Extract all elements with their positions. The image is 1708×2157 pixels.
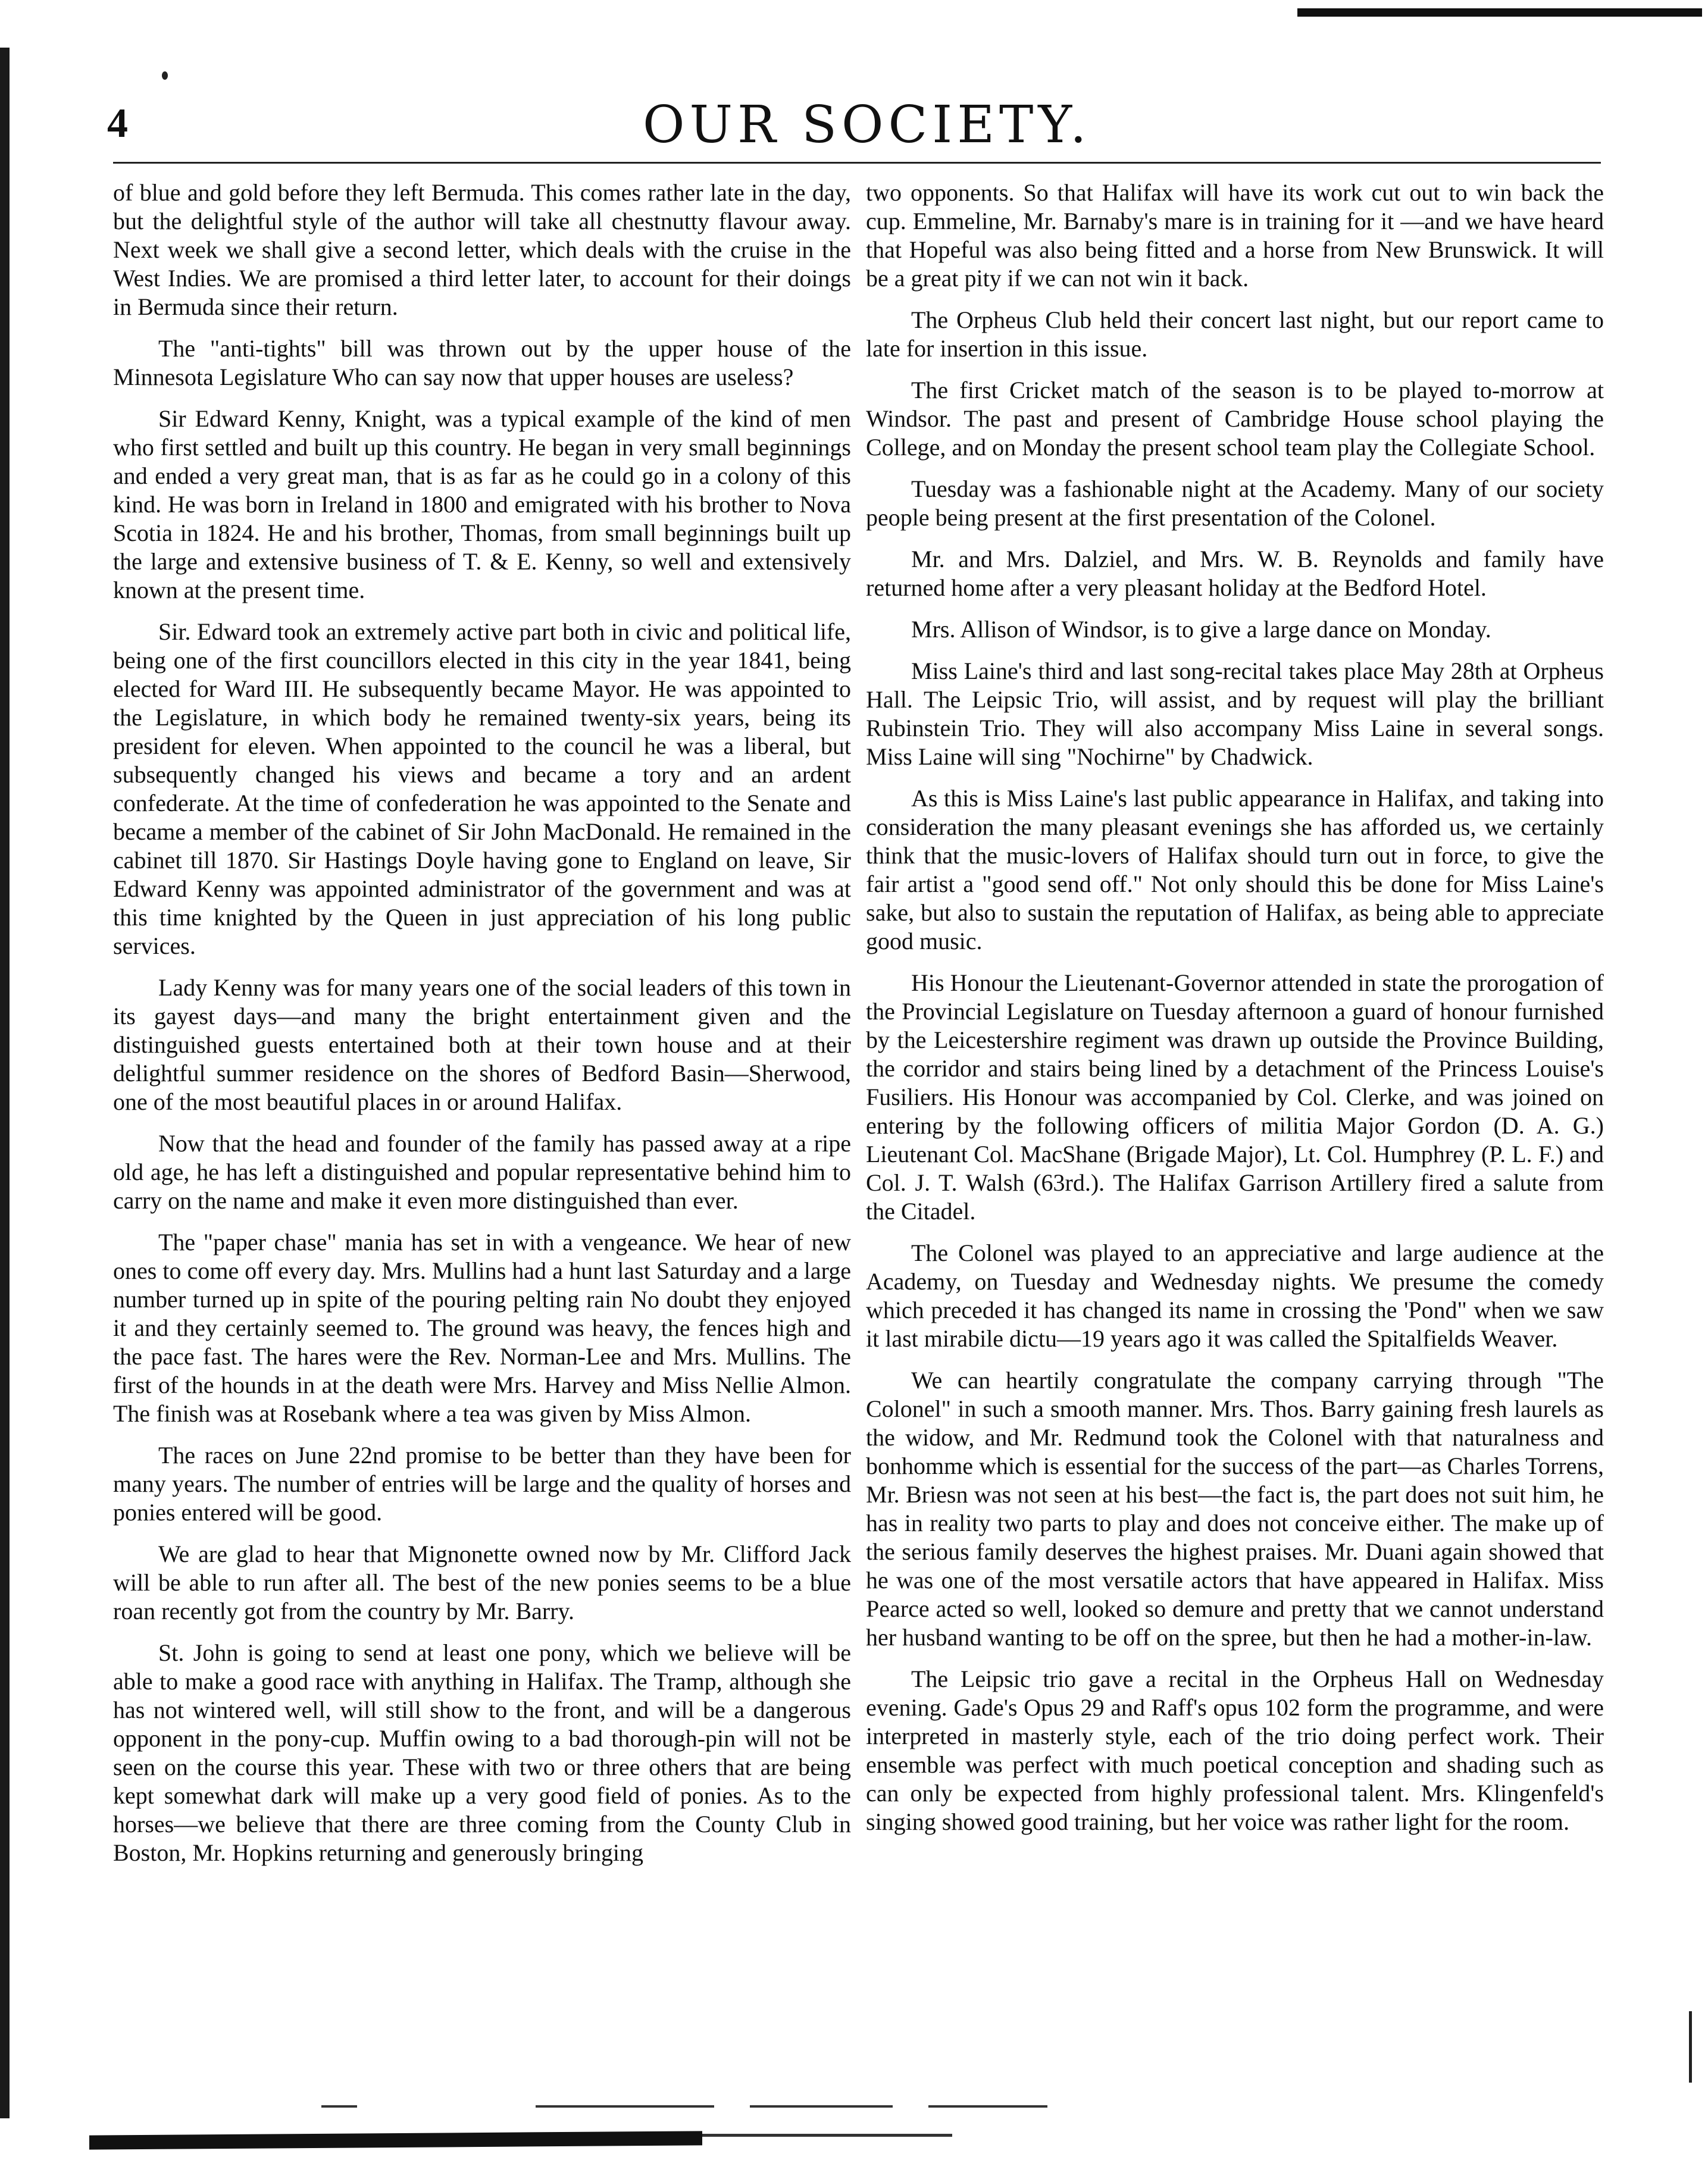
right-edge-mark [1689,2011,1692,2083]
bottom-rule-thin [702,2134,952,2137]
footer-dash [536,2105,714,2108]
paragraph: Sir Edward Kenny, Knight, was a typical example of the kind of men who first settled and built up this country. He began in very small beginnings and ended a very great man, that is as far as he could go in a colony of this kind. He was born in Ireland in 1800 and emigrated with his brother to Nova Scotia in 1824. He and his brother, Thomas, from small beginnings built up the large and extensive business of T. & E. Kenny, so well and extensively known at the present time. [113,405,851,603]
footer-dash [928,2105,1047,2108]
left-page-edge [0,48,10,2118]
left-column [113,179,851,2083]
paragraph: The "paper chase" mania has set in with a vengeance. We hear of new ones to come off every day. Mrs. Mullins had a hunt last Saturday and a large number turned up in spite of the pouring pelting rain No doubt they enjoyed it and they certainly seemed to. The ground was heavy, the fences high and the pace fast. The hares were the Rev. Norman-Lee and Mrs. Mullins. The first of the hounds in at the death were Mrs. Harvey and Miss Nellie Almon. The finish was at Rosebank where a tea was given by Miss Almon. [113,1229,851,1427]
paragraph: We can heartily congratulate the company carrying through "The Colonel" in such a smooth manner. Mrs. Thos. Barry gaining fresh laurels as the widow, and Mr. Redmund took the Colonel with that naturalness and bonhomme which is essential for the success of the part—as Charles Torrens, Mr. Briesn was not seen at his best—the fact is, the part does not suit him, he has in reality two parts to play and does not conceive either. The make up of the serious family deserves the highest praises. Mr. Duani again showed that he was one of the most versatile actors that have appeared in Halifax. Miss Pearce acted so well, looked so demure and pretty that we cannot understand her husband wanting to be off on the spree, but then he had a mother-in-law. [866,1367,1604,1651]
paragraph: As this is Miss Laine's last public appearance in Halifax, and taking into consideration the many pleasant evenings she has afforded us, we certainly think that the music-lovers of Halifax should turn out in force, to give the fair artist a "good send off." Not only should this be done for Miss Laine's sake, but also to sustain the reputation of Halifax, as being able to appreciate good music. [866,785,1604,954]
paragraph: The races on June 22nd promise to be better than they have been for many years. The number of entries will be large and the quality of horses and ponies entered will be good. [113,1442,851,1526]
paragraph: We are glad to hear that Mignonette owned now by Mr. Clifford Jack will be able to run after all. The best of the new ponies seems to be a blue roan recently got from the country by Mr. Barry. [113,1541,851,1624]
paragraph: The Colonel was played to an appreciative and large audience at the Academy, on Tuesday and Wednesday nights. We presume the comedy which preceded it has changed its name in crossing the 'Pond" when we saw it last mirabile dictu—19 years ago it was called the Spitalfields Weaver. [866,1239,1604,1352]
header-rule [113,162,1601,164]
paragraph: two opponents. So that Halifax will have its work cut out to win back the cup. Emmeline, Mr. Barnaby's mare is in training for it —and we have heard that Hopeful was also being fitted and a horse from New Brunswick. It will be a great pity if we can not win it back. [866,179,1604,292]
paragraph: His Honour the Lieutenant-Governor attended in state the prorogation of the Provincial Legislature on Tuesday afternoon a guard of honour furnished by the Leicestershire regiment was drawn up outside the Province Building, the corridor and stairs being lined by a detachment of the Princess Louise's Fusiliers. His Honour was accompanied by Col. Clerke, and was joined on entering by the following officers of militia Major Gordon (D. A. G.) Lieutenant Col. MacShane (Brigade Major), Lt. Col. Humphrey (P. L. F.) and Col. J. T. Walsh (63rd.). The Halifax Garrison Artillery fired a salute from the Citadel. [866,969,1604,1225]
bottom-rule [89,2131,702,2149]
paragraph: The "anti-tights" bill was thrown out by the upper house of the Minnesota Legislature Who can say now that upper houses are useless? [113,335,851,390]
paragraph: Tuesday was a fashionable night at the Academy. Many of our society people being present at the first presentation of the Colonel. [866,475,1604,531]
paragraph: Now that the head and founder of the family has passed away at a ripe old age, he has left a distinguished and popular representative behind him to carry on the name and make it even more distinguished than ever. [113,1130,851,1214]
paragraph: Mrs. Allison of Windsor, is to give a large dance on Monday. [911,616,1491,643]
paragraph: St. John is going to send at least one pony, which we believe will be able to make a good race with anything in Halifax. The Tramp, although she has not wintered well, will still show to the front, and will be a dangerous opponent in the pony-cup. Muffin owing to a bad thorough-pin will not be seen on the course this year. These with two or three others that are being kept somewhat dark will make up a very good field of ponies. As to the horses—we believe that there are three coming from the County Club in Boston, Mr. Hopkins returning and generously bringing [113,1639,851,1866]
paragraph: Lady Kenny was for many years one of the social leaders of this town in its gayest days—and many the bright entertainment given and the distinguished guests entertained both at their town house and at their delightful summer residence on the shores of Bedford Basin—Sherwood, one of the most beautiful places in or around Halifax. [113,974,851,1115]
top-rule [1297,8,1702,17]
paragraph: of blue and gold before they left Bermuda. This comes rather late in the day, but the delightful style of the author will take all chestnutty flavour away. Next week we shall give a second letter, which deals with the cruise in the West Indies. We are promised a third letter later, to account for their doings in Bermuda since their return. [113,179,851,320]
paragraph: Miss Laine's third and last song-recital takes place May 28th at Orpheus Hall. The Leipsic Trio, will assist, and by request will play the brilliant Rubinstein Trio. They will also accompany Miss Laine in several songs. Miss Laine will sing "Nochirne" by Chadwick. [866,658,1604,770]
page-number: 4 [107,101,128,146]
paragraph: Mr. and Mrs. Dalziel, and Mrs. W. B. Reynolds and family have returned home after a very pleasant holiday at the Bedford Hotel. [866,546,1604,601]
masthead-title: OUR SOCIETY. [643,95,1091,155]
ink-dot [162,71,168,80]
paragraph: The Leipsic trio gave a recital in the Orpheus Hall on Wednesday evening. Gade's Opus 29 and Raff's opus 102 form the programme, and were interpreted in masterly style, each of the trio doing perfect work. Their ensemble was perfect with much poetical conception and shading such as can only be expected from highly professional talent. Mrs. Klingenfeld's singing showed good training, but her voice was rather light for the room. [866,1666,1604,1835]
right-column [866,179,1604,2083]
paragraph: The Orpheus Club held their concert last night, but our report came to late for insertion in this issue. [866,306,1604,362]
footer-dash [321,2105,357,2108]
paragraph: The first Cricket match of the season is to be played to-morrow at Windsor. The past and present of Cambridge House school playing the College, and on Monday the present school team play the Collegiate School. [866,377,1604,461]
paragraph: Sir. Edward took an extremely active part both in civic and political life, being one of the first councillors elected in this city in the year 1841, being elected for Ward III. He subsequently became Mayor. He was appointed to the Legislature, in which body he remained twenty-six years, being its president for eleven. When appointed to the council he was a liberal, but subsequently changed his views and became a tory and an ardent confederate. At the time of confederation he was appointed to the Senate and became a member of the cabinet of Sir John MacDonald. He remained in the cabinet till 1870. Sir Hastings Doyle having gone to England on leave, Sir Edward Kenny was appointed administrator of the government and was at this time knighted by the Queen in just appreciation of his long public services. [113,618,851,959]
footer-dash [750,2105,893,2108]
